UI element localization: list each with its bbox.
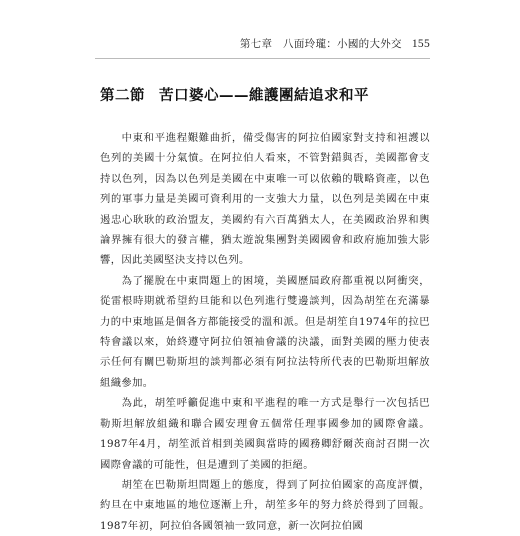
paragraph-1: 中東和平進程艱難曲折，備受傷害的阿拉伯國家對支持和袒護以色列的美國十分氣憤。在阿拉伯人看來，不管對錯與否，美國都會支持以色列，因為以色列是美國在中東唯一可以依賴的戰略資產，以色列的軍事力量是美國可資利用的一支強大力量，以色列是美國在中東遏忠心耿耿的政治盟友，美國約有六百萬猶太人，在美國政治界和輿論界擁有很大的發言權，猶太遊說集團對美國國會和政府施加強大影響，因此美國堅決支持以色列。	[100, 132, 430, 267]
section-number: 第二節	[100, 88, 145, 104]
running-head	[0, 36, 430, 51]
header-rule	[95, 58, 430, 59]
paragraph-3: 為此，胡笙呼籲促進中東和平進程的唯一方式是舉行一次包括巴勒斯坦解放組織和聯合國安理會五個常任理事國參加的國際會議。1987年4月，胡笙派首相到美國與當時的國務卿舒爾茨商討召開一次國際會議的可能性，但是遭到了美國的拒絕。	[100, 397, 430, 471]
chapter-title: 第七章 八面玲瓏：小國的大外交	[239, 38, 402, 50]
section-title: 苦口婆心——維護團結追求和平	[159, 88, 369, 104]
paragraph-4: 胡笙在巴勒斯坦問題上的態度，得到了阿拉伯國家的高度評價，約旦在中東地區的地位逐漸上升，胡笙多年的努力終於得到了回報。1987年初，阿拉伯各國領袖一致同意，新一次阿拉伯國	[100, 478, 430, 532]
page-number: 155	[411, 38, 430, 50]
body-text	[100, 128, 430, 536]
paragraph-2: 為了擺脫在中東問題上的困境，美國歷屆政府都重視以阿衝突，從雷根時期就希望約旦能和以色列進行雙邊談判，因為胡笙在充滿暴力的中東地區是個各方都能接受的溫和派。但是胡笙自1974年的拉巴特會議以來，始終遵守阿拉伯領袖會議的決議，面對美國的壓力使表示任何有關巴勒斯坦的談判都必須有阿拉法特所代表的巴勒斯坦解放組織參加。	[100, 274, 430, 389]
section-heading	[100, 84, 369, 105]
